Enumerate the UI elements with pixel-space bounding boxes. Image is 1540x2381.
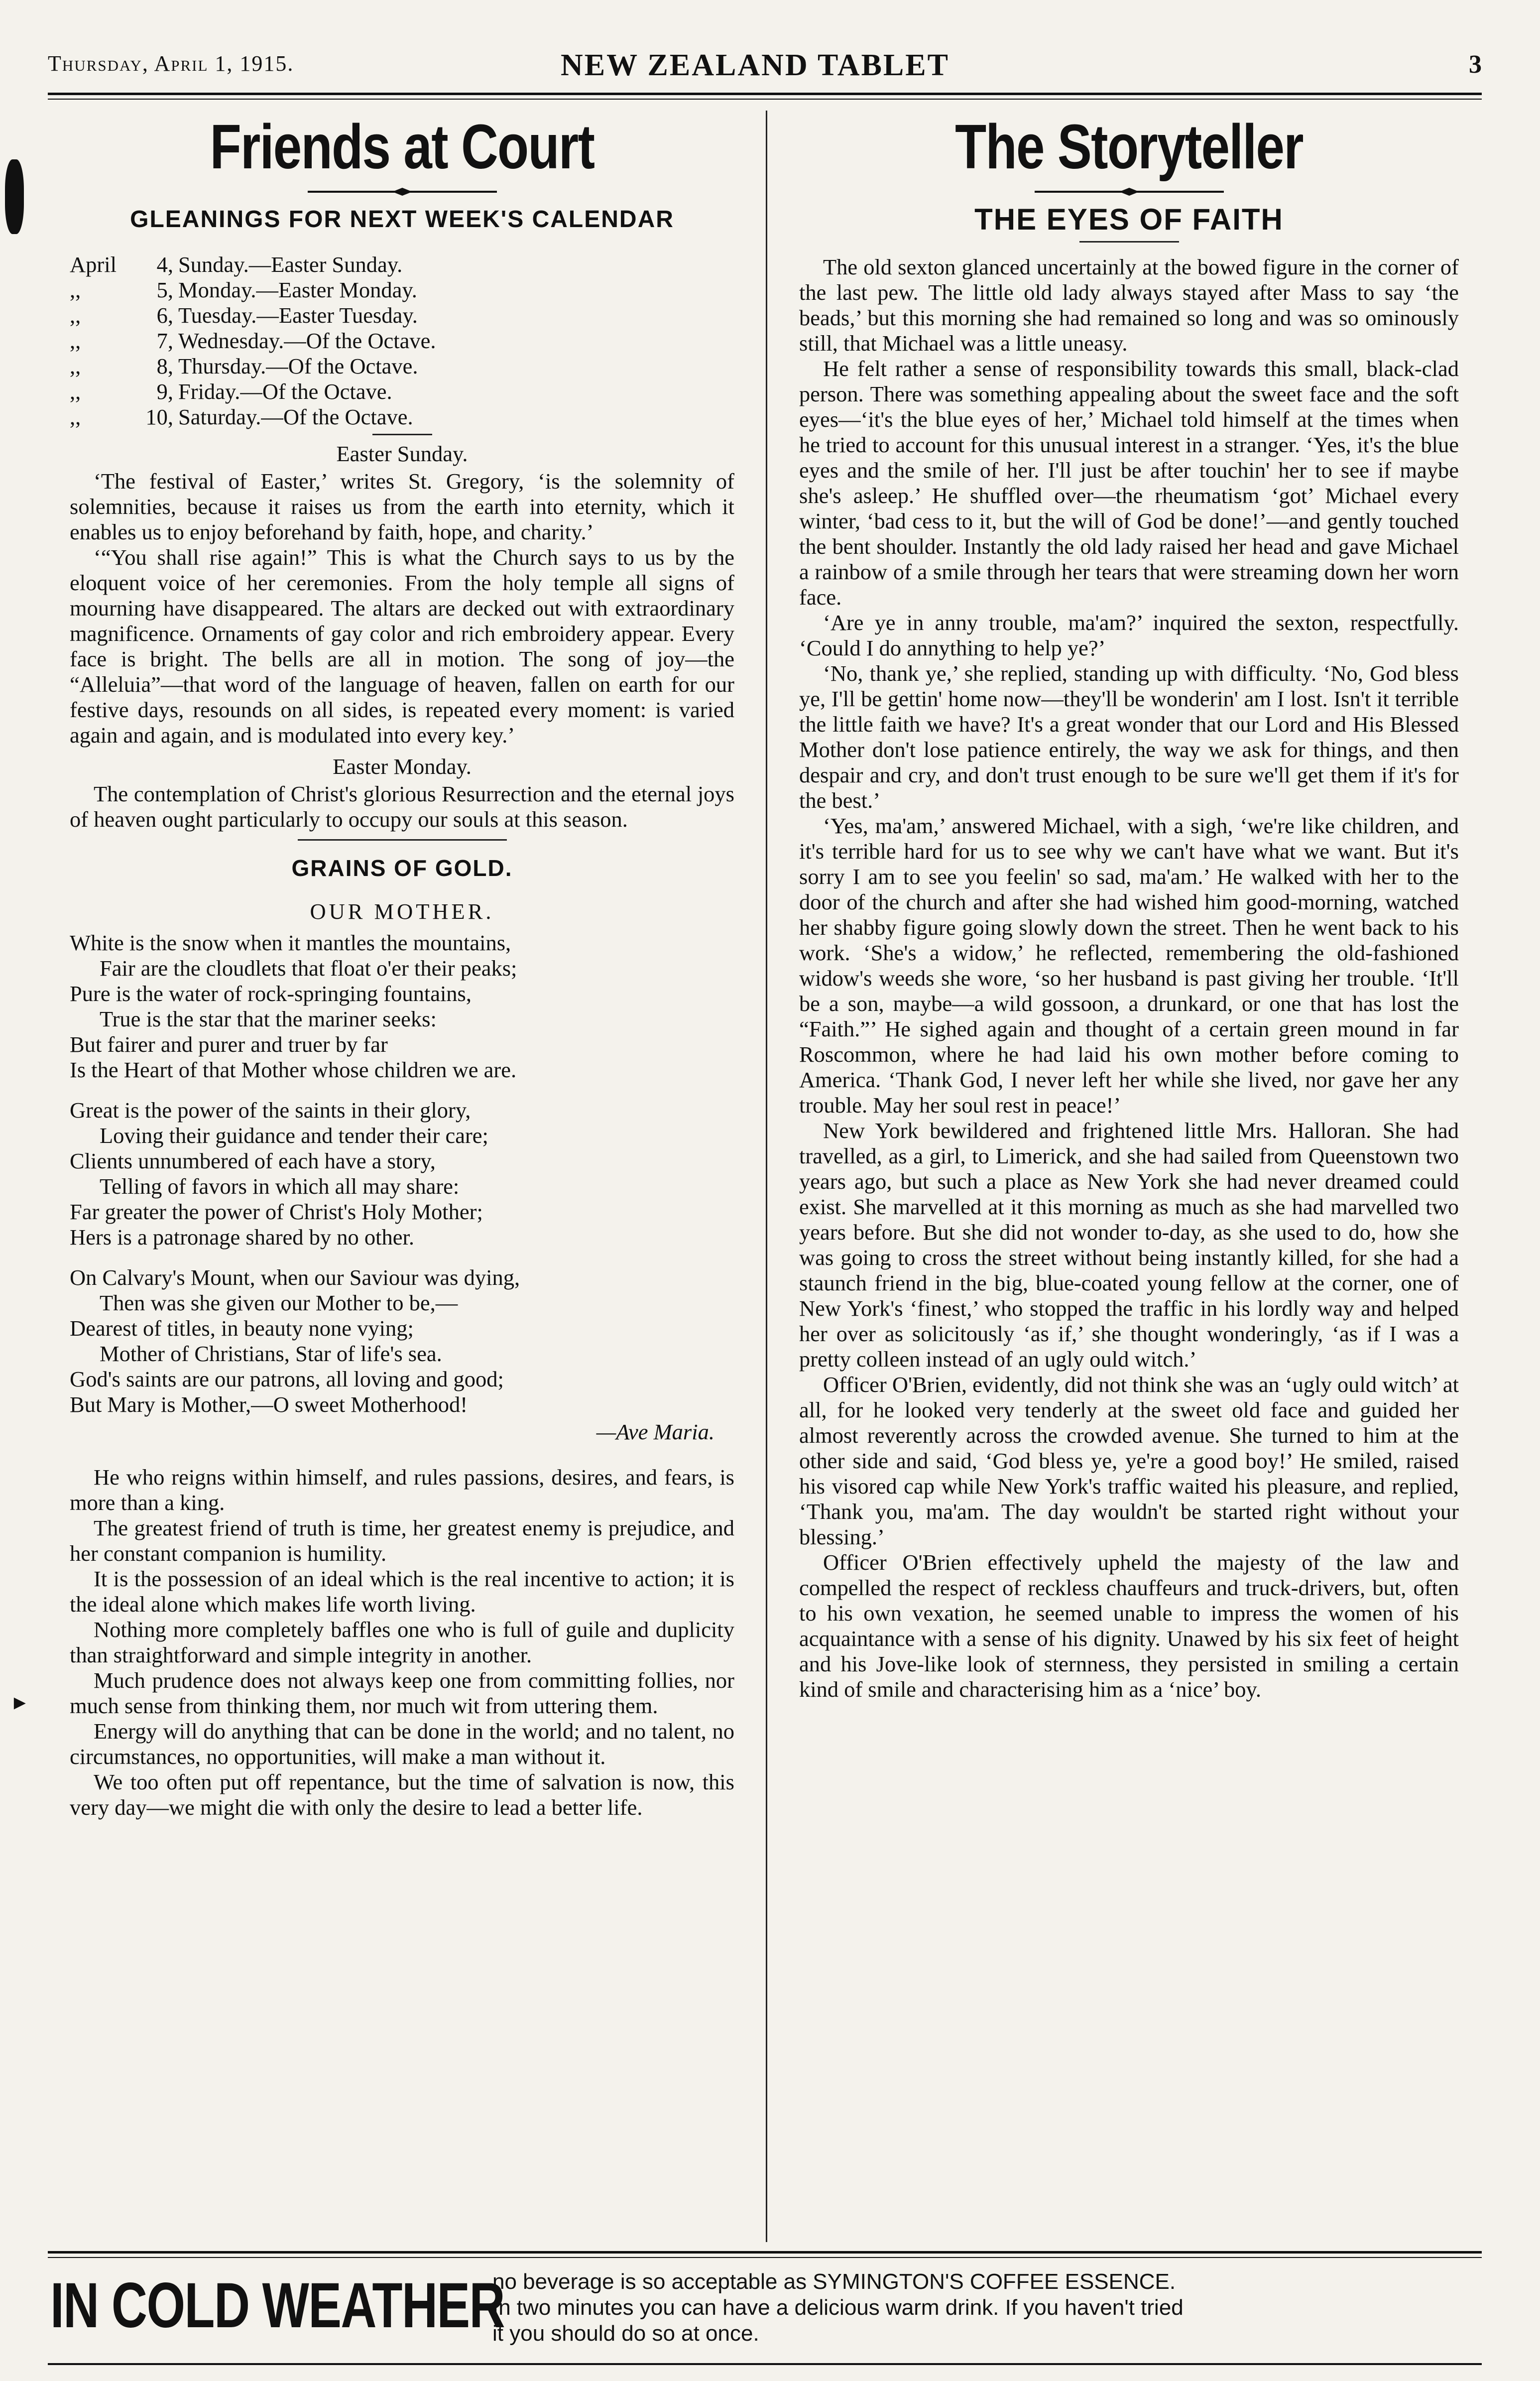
calendar-entry: ,, 5, Monday.—Easter Monday. [70, 277, 417, 302]
ad-line: no beverage is so acceptable as SYMINGTON'S COFFEE ESSENCE. [492, 2269, 1176, 2294]
story-paragraph: He felt rather a sense of responsibility towards this small, black-clad person. There was something appealing about the sweet face and the soft eyes—‘it's the blue eyes of her,’ Michael told himself at the times when he tried to account for this unusual interest in a stranger. ‘Yes, it's the blue eyes and the smile of her. I'll just be after touchin' her to see if maybe she's asleep.’ He shuffled over—the rheumatism ‘got’ Michael every winter, ‘bad cess to it, but the will of God be done!’—and gently touched the bent shoulder. Instantly the old lady raised her head and gave Michael a rainbow of a smile through her tears that were streaming down her worn face. [799, 356, 1459, 610]
poem-line: Clients unnumbered of each have a story, [70, 1148, 436, 1173]
saying-paragraph: The greatest friend of truth is time, her greatest enemy is prejudice, and her constant companion is humility. [70, 1515, 734, 1566]
poem-stanza [70, 930, 734, 1083]
calendar-entry: ,, 10, Saturday.—Of the Octave. [70, 404, 413, 429]
ornament-rule-icon [308, 188, 497, 196]
calendar-entry: ,, 7, Wednesday.—Of the Octave. [70, 328, 436, 353]
right-column [799, 112, 1459, 1702]
grains-of-gold-heading: GRAINS OF GOLD. [291, 855, 513, 881]
ad-line: In two minutes you can have a delicious warm drink. If you haven't tried [492, 2295, 1184, 2320]
section-title-storyteller: The Storyteller [955, 112, 1303, 182]
calendar-entry: ,, 6, Tuesday.—Easter Tuesday. [70, 303, 418, 328]
poem-line: Far greater the power of Christ's Holy Mother; [70, 1199, 483, 1224]
poem-stanza [70, 1265, 734, 1417]
poem-line: Pure is the water of rock-springing fountains, [70, 981, 472, 1006]
poem-line: But Mary is Mother,—O sweet Motherhood! [70, 1392, 468, 1417]
calendar-entry: April 4, Sunday.—Easter Sunday. [70, 252, 403, 277]
calendar-entry: ,, 9, Friday.—Of the Octave. [70, 379, 392, 404]
divider [372, 434, 432, 435]
left-column [70, 112, 734, 1820]
ad-rule [48, 2251, 1482, 2254]
story-paragraph: ‘Are ye in anny trouble, ma'am?’ inquired the sexton, respectfully. ‘Could I do annything to help ye?’ [799, 610, 1459, 660]
poem-line: Hers is a patronage shared by no other. [70, 1225, 415, 1250]
saying-paragraph: Energy will do anything that can be done in the world; and no talent, no circumstances, no opportunities, will make a man without it. [70, 1719, 734, 1769]
poem-line: Is the Heart of that Mother whose children we are. [70, 1057, 517, 1082]
section-title-friends-at-court: Friends at Court [210, 112, 594, 182]
easter-sunday-paragraph: ‘The festival of Easter,’ writes St. Gregory, ‘is the solemnity of solemnities, because it raises us from the earth into eternity, which it enables us to enjoy beforehand by faith, hope, and charity.’ [70, 469, 734, 544]
newspaper-name: NEW ZEALAND TABLET [561, 48, 949, 82]
header-rule-thin [48, 99, 1482, 100]
ad-copy [492, 2269, 1483, 2347]
saying-paragraph: We too often put off repentance, but the time of salvation is now, this very day—we might die with only the desire to lead a better life. [70, 1769, 734, 1820]
ink-blot-mark [5, 159, 24, 234]
story-paragraph: Officer O'Brien effectively upheld the majesty of the law and compelled the respect of reckless chauffeurs and truck-drivers, but, often to his own vexation, he seemed unable to impress the women of his acquaintance with a sense of his dignity. Unawed by his six feet of height and his Jove-like look of sternness, they persisted in smiling a certain kind of smile and characterising him as a ‘nice’ boy. [799, 1550, 1459, 1702]
story-title: THE EYES OF FAITH [974, 203, 1284, 236]
footer-rule [48, 2363, 1482, 2365]
easter-monday-heading: Easter Monday. [333, 754, 472, 779]
easter-sunday-heading: Easter Sunday. [336, 441, 468, 466]
poem-line: God's saints are our patrons, all loving and good; [70, 1367, 504, 1391]
poem-line: Dearest of titles, in beauty none vying; [70, 1316, 414, 1341]
easter-sunday-paragraph: ‘“You shall rise again!” This is what the Church says to us by the eloquent voice of her ceremonies. From the holy temple all signs of mourning have disappeared. The altars are decked out with extraordinary magnificence. Ornaments of gay color and rich embroidery appear. Every face is bright. The bells are all in motion. The song of joy—the “Alleluia”—that word of the language of heaven, fallen on earth for our festive days, resounds on all sides, is repeated every moment: is varied again and again, and is modulated into every key.’ [70, 545, 734, 748]
page-header [48, 48, 1482, 93]
story-paragraph: ‘Yes, ma'am,’ answered Michael, with a sigh, ‘we're like children, and it's terrible hard for us to see why we can't have what we want. But it's sorry I am to see you feelin' so sad, ma'am.’ He walked with her to the door of the church and after she had wished him good-morning, watched her shabby figure going slowly down the street. Then he went back to his work. ‘She's a widow,’ he reflected, remembering the old-fashioned widow's weeds she wore, ‘so her husband is past giving her trouble. ‘It'll be a son, maybe—a wild gossoon, a drunkard, or one that has lost the “Faith.”’ He sighed again and thought of a certain green mound in far Roscommon, where he had laid his own mother before coming to America. ‘Thank God, I never left her while she lived, nor gave her any trouble. May her soul rest in peace!’ [799, 813, 1459, 1118]
poem-line: But fairer and purer and truer by far [70, 1032, 388, 1057]
ad-rule-thin [48, 2257, 1482, 2258]
page-number: 3 [1469, 50, 1482, 79]
poem-line: Then was she given our Mother to be,— [100, 1290, 458, 1315]
poem-line: Loving their guidance and tender their care; [100, 1123, 488, 1148]
story-paragraph: Officer O'Brien, evidently, did not think she was an ‘ugly ould witch’ at all, for he looked very tenderly at the sweet old face and guided her almost reverently across the crowded avenue. She turned to him at the other side and said, ‘God bless ye, ye're a good boy!’ He smiled, raised his visored cap while New York's traffic waited his pleasure, and replied, ‘Thank you, ma'am. The day wouldn't be started right without your blessing.’ [799, 1372, 1459, 1549]
saying-paragraph: Much prudence does not always keep one from committing follies, nor much sense from thinking them, nor much wit from uttering them. [70, 1668, 734, 1718]
advertisement [48, 2266, 1482, 2351]
poem-line: White is the snow when it mantles the mountains, [70, 930, 511, 955]
story-paragraph: The old sexton glanced uncertainly at the bowed figure in the corner of the last pew. The little old lady always stayed after Mass to say ‘the beads,’ but this morning she had remained so long and was so ominously still, that Michael was a little uneasy. [799, 254, 1459, 356]
issue-date: Thursday, April 1, 1915. [48, 51, 294, 76]
calendar-list [70, 252, 734, 430]
ornament-rule-icon [1035, 188, 1224, 196]
poem-line: On Calvary's Mount, when our Saviour was dying, [70, 1265, 520, 1290]
pointer-arrow-icon: ► [10, 1691, 30, 1714]
poem-attribution: —Ave Maria. [596, 1419, 714, 1444]
divider [298, 839, 507, 841]
poem-line: Fair are the cloudlets that float o'er their peaks; [100, 956, 517, 981]
easter-monday-paragraph: The contemplation of Christ's glorious Resurrection and the eternal joys of heaven ought particularly to occupy our souls at this season. [70, 781, 734, 832]
poem-line: Telling of favors in which all may share: [100, 1174, 460, 1199]
divider [1079, 241, 1179, 243]
poem-line: Mother of Christians, Star of life's sea. [100, 1341, 442, 1366]
ad-line: it you should do so at once. [492, 2321, 759, 2346]
poem-title: OUR MOTHER. [310, 899, 494, 924]
poem-line: True is the star that the mariner seeks: [100, 1006, 437, 1031]
column-divider [766, 111, 767, 2242]
poem-stanza [70, 1098, 734, 1250]
story-paragraph: New York bewildered and frightened little Mrs. Halloran. She had travelled, as a girl, to Limerick, and she had sailed from Queenstown two years ago, but such a place as New York she had never dreamed could exist. She marvelled at it this morning as much as she had marvelled two years before. But she did not wonder to-day, as she used to do, how she was going to cross the street without being instantly killed, for she had a staunch friend in the big, blue-coated young fellow at the corner, one of New York's ‘finest,’ who stopped the traffic in his lordly way and helped her over as solicitously ‘as if,’ she thought wonderingly, ‘as if I was a pretty colleen instead of an ugly ould witch.’ [799, 1118, 1459, 1372]
story-paragraph: ‘No, thank ye,’ she replied, standing up with difficulty. ‘No, God bless ye, I'll be gettin' home now—they'll be wonderin' am I lost. Isn't it terrible the little faith we have? It's a great wonder that our Lord and His Blessed Mother don't lose patience entirely, the way we ask for things, and then despair and cry, and don't trust enough to be sure we'll get them if it's for the best.’ [799, 661, 1459, 813]
poem-line: Great is the power of the saints in their glory, [70, 1098, 471, 1123]
calendar-entry: ,, 8, Thursday.—Of the Octave. [70, 354, 418, 378]
saying-paragraph: It is the possession of an ideal which is the real incentive to action; it is the ideal alone which makes life worth living. [70, 1566, 734, 1617]
saying-paragraph: Nothing more completely baffles one who is full of guile and duplicity than straightforward and simple integrity in another. [70, 1617, 734, 1667]
saying-paragraph: He who reigns within himself, and rules passions, desires, and fears, is more than a king. [70, 1465, 734, 1515]
ad-headline: IN COLD WEATHER [50, 2270, 505, 2341]
calendar-heading: GLEANINGS FOR NEXT WEEK'S CALENDAR [130, 206, 674, 233]
header-rule [48, 93, 1482, 95]
